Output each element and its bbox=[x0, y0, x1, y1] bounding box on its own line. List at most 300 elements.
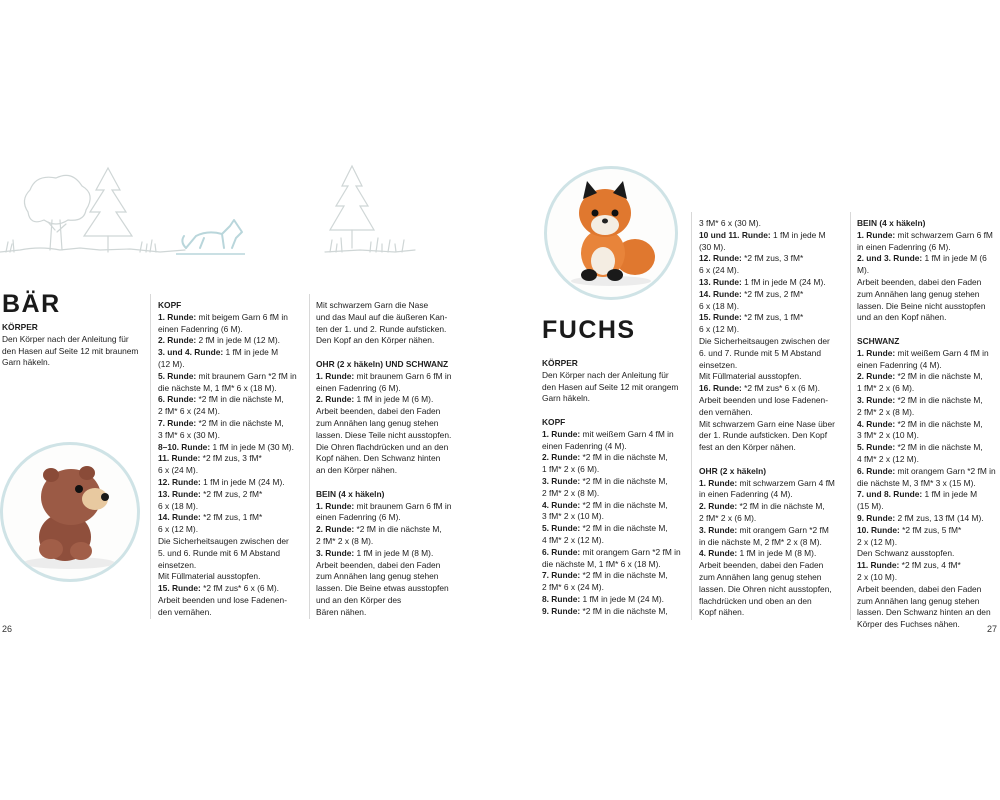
instruction-label: 7. Runde: bbox=[158, 417, 197, 428]
instruction-text: 1 fM in jede M (6 M). bbox=[354, 394, 434, 405]
instruction-text: einsetzen. bbox=[699, 359, 738, 370]
instruction-label: 1. Runde: bbox=[542, 428, 581, 439]
instruction-line bbox=[542, 393, 688, 405]
instruction-line bbox=[542, 500, 688, 512]
instruction-label: 16. Runde: bbox=[699, 383, 742, 394]
instruction-line bbox=[316, 512, 466, 524]
instruction-text: mit orangem Garn *2 fM in bbox=[895, 465, 996, 476]
instruction-text: 1 fM in jede M bbox=[770, 229, 826, 240]
instruction-text: mit braunem Garn *2 fM in bbox=[196, 370, 297, 381]
instruction-text: flachdrücken und oben an den bbox=[699, 595, 812, 606]
instruction-line bbox=[316, 418, 466, 430]
instruction-line bbox=[542, 511, 688, 523]
instruction-text: *2 fM in die nächste M, bbox=[580, 499, 668, 510]
instruction-line bbox=[699, 513, 847, 525]
instruction-text: der 1. Runde aufsticken. Den Kopf bbox=[699, 430, 828, 441]
instruction-text: 1 fM in jede M bbox=[922, 489, 978, 500]
instruction-text: 6 x (18 M). bbox=[158, 500, 199, 511]
instruction-text: mit orangem Garn *2 fM in bbox=[580, 546, 681, 557]
instruction-text: 4 fM* 2 x (12 M). bbox=[857, 453, 919, 464]
instruction-line bbox=[542, 582, 688, 594]
instruction-text: den vernähen. bbox=[158, 606, 212, 617]
instruction-text: einsetzen. bbox=[158, 559, 197, 570]
instruction-line bbox=[158, 347, 306, 359]
instruction-label: KOPF bbox=[158, 300, 182, 310]
instruction-label: 8. Runde: bbox=[542, 593, 581, 604]
instruction-line bbox=[699, 560, 847, 572]
instruction-text: Den Schwanz ausstopfen. bbox=[857, 548, 955, 559]
instruction-line bbox=[699, 371, 847, 383]
instruction-text: *2 fM in die nächste M, bbox=[895, 371, 983, 382]
instruction-text: Mit schwarzem Garn die Nase bbox=[316, 300, 429, 310]
instruction-label: 3. Runde: bbox=[316, 547, 355, 558]
instruction-line bbox=[857, 253, 997, 277]
instruction-text: Arbeit beenden und lose Fadenen- bbox=[699, 394, 828, 405]
instruction-label: 6. Runde: bbox=[542, 546, 581, 557]
instruction-text: 2 fM* 2 x (8 M). bbox=[542, 487, 600, 498]
instruction-line bbox=[158, 571, 306, 583]
instruction-text: 2 fM* 2 x (8 M). bbox=[316, 535, 374, 546]
instruction-text: Körper des Fuchses nähen. bbox=[857, 619, 960, 630]
instruction-text: lassen. Die Beine nicht ausstopfen bbox=[857, 300, 986, 311]
instruction-line bbox=[158, 300, 306, 312]
instruction-line bbox=[158, 394, 306, 406]
instruction-label: 1. Runde: bbox=[158, 311, 197, 322]
instruction-line bbox=[542, 523, 688, 535]
instruction-text: *2 fM in die nächste M, bbox=[737, 501, 825, 512]
instruction-line bbox=[699, 277, 847, 289]
instruction-line bbox=[857, 218, 997, 230]
instruction-label: 3. und 4. Runde: bbox=[158, 347, 224, 358]
instruction-label: OHR (2 x häkeln) bbox=[699, 465, 767, 476]
instruction-text: Mit schwarzem Garn eine Nase über bbox=[699, 418, 835, 429]
instruction-text: einen Fadenring (6 M). bbox=[316, 382, 401, 393]
instruction-line bbox=[699, 289, 847, 301]
instruction-line bbox=[699, 419, 847, 431]
instruction-text: mit braunem Garn 6 fM in bbox=[354, 370, 452, 381]
instruction-text: lassen. Die Beine etwas ausstopfen bbox=[316, 583, 449, 594]
instruction-label: 5. Runde: bbox=[857, 442, 896, 453]
instruction-text: 5. und 6. Runde mit 6 M Abstand bbox=[158, 547, 280, 558]
instruction-label: 6. Runde: bbox=[158, 394, 197, 405]
instruction-line bbox=[699, 466, 847, 478]
instruction-line bbox=[699, 501, 847, 513]
instruction-text: 1 fM in jede M (24 M). bbox=[200, 476, 285, 487]
instruction-text: (15 M). bbox=[857, 501, 884, 512]
instruction-line bbox=[699, 242, 847, 254]
instruction-line bbox=[857, 407, 997, 419]
instruction-text: Garn häkeln. bbox=[542, 393, 590, 404]
instruction-line bbox=[542, 606, 688, 618]
instruction-line bbox=[699, 607, 847, 619]
instruction-line bbox=[699, 395, 847, 407]
instruction-line bbox=[857, 289, 997, 301]
instruction-line bbox=[542, 464, 688, 476]
instruction-line bbox=[857, 430, 997, 442]
instruction-label: 9. Runde: bbox=[857, 512, 896, 523]
instruction-label: KOPF bbox=[542, 416, 566, 427]
instruction-line bbox=[699, 230, 847, 242]
instruction-line bbox=[857, 336, 997, 348]
column-divider bbox=[150, 294, 151, 619]
instruction-text: 1 fM in jede M (30 M). bbox=[210, 441, 294, 452]
instruction-text: 1 fM in jede M (24 M). bbox=[741, 276, 826, 287]
instruction-line bbox=[316, 560, 466, 572]
instruction-label: 4. Runde: bbox=[699, 548, 738, 559]
instruction-text: Arbeit beenden, dabei den Faden bbox=[316, 559, 441, 570]
instruction-text: lassen. Die Ohren nicht ausstopfen, bbox=[699, 583, 832, 594]
instruction-line bbox=[158, 430, 306, 442]
instruction-line bbox=[857, 572, 997, 584]
instruction-text: *2 fM in die nächste M, bbox=[580, 570, 668, 581]
instruction-line bbox=[857, 324, 997, 336]
instruction-text: 6 x (12 M). bbox=[699, 324, 740, 335]
instruction-label: 11. Runde: bbox=[158, 453, 201, 464]
instruction-label: 2. Runde: bbox=[542, 452, 581, 463]
instruction-text: zum Annähen lang genug stehen bbox=[316, 417, 439, 428]
instruction-line bbox=[316, 524, 466, 536]
instruction-text: mit weißem Garn 4 fM in bbox=[580, 428, 674, 439]
instruction-text: *2 fM zus* 6 x (6 M). bbox=[200, 583, 279, 594]
instruction-line bbox=[158, 453, 306, 465]
instruction-line bbox=[316, 359, 466, 371]
instruction-label: 15. Runde: bbox=[699, 312, 742, 323]
instruction-text: die nächste M, 1 fM* 6 x (18 M). bbox=[158, 382, 277, 393]
instruction-text: 3 fM* 6 x (30 M). bbox=[158, 429, 220, 440]
instruction-text: *2 fM in die nächste M, bbox=[895, 394, 983, 405]
instruction-label: 1. Runde: bbox=[316, 370, 355, 381]
instruction-line bbox=[699, 548, 847, 560]
instruction-text: *2 fM zus, 1 fM* bbox=[200, 512, 263, 523]
instruction-line bbox=[699, 312, 847, 324]
instruction-line bbox=[316, 607, 466, 619]
instruction-label: BEIN (4 x häkeln) bbox=[857, 218, 926, 228]
instruction-text: 1 fM in jede M (24 M). bbox=[580, 593, 664, 604]
instruction-text: Die Sicherheitsaugen zwischen der bbox=[158, 535, 289, 546]
instruction-text: 4 fM* 2 x (12 M). bbox=[542, 534, 604, 545]
instruction-label: 3. Runde: bbox=[542, 475, 581, 486]
instruction-line bbox=[542, 382, 688, 394]
instruction-line bbox=[2, 322, 147, 334]
instruction-line bbox=[316, 536, 466, 548]
instruction-line bbox=[542, 547, 688, 559]
instruction-line bbox=[699, 572, 847, 584]
instruction-text: 1 fM* 2 x (6 M). bbox=[542, 464, 600, 475]
instruction-line bbox=[158, 501, 306, 513]
instruction-text: 2 fM* 6 x (24 M). bbox=[542, 582, 604, 593]
instruction-line bbox=[158, 512, 306, 524]
column-divider bbox=[691, 212, 692, 620]
instruction-label: 3. Runde: bbox=[857, 394, 896, 405]
instruction-line bbox=[857, 383, 997, 395]
instruction-text: 3 fM* 6 x (30 M). bbox=[699, 218, 761, 228]
text-column-ohr-bein-baer bbox=[316, 300, 466, 619]
right-page bbox=[500, 0, 1000, 800]
instruction-text: *2 fM in die nächste M, bbox=[580, 523, 668, 534]
instruction-text: 2 x (12 M). bbox=[857, 536, 898, 547]
instruction-line bbox=[857, 501, 997, 513]
instruction-text: die nächste M, 1 fM* 6 x (18 M). bbox=[542, 558, 661, 569]
instruction-line bbox=[699, 360, 847, 372]
instruction-text: Den Körper nach der Anleitung für bbox=[2, 333, 129, 344]
instruction-label: 4. Runde: bbox=[857, 418, 896, 429]
instruction-text: *2 fM zus* 6 x (6 M). bbox=[741, 383, 820, 394]
instruction-line bbox=[542, 429, 688, 441]
column-divider bbox=[309, 294, 310, 619]
instruction-text: (12 M). bbox=[158, 358, 185, 369]
instruction-line bbox=[699, 596, 847, 608]
instruction-text: Den Körper nach der Anleitung für bbox=[542, 369, 669, 380]
instruction-line bbox=[316, 335, 466, 347]
instruction-line bbox=[542, 441, 688, 453]
instruction-line bbox=[857, 360, 997, 372]
instruction-text: *2 fM zus, 1 fM* bbox=[741, 312, 804, 323]
instruction-text: 2 fM* 6 x (24 M). bbox=[158, 406, 220, 417]
instruction-line bbox=[316, 501, 466, 513]
instruction-text: in einen Fadenring (4 M). bbox=[699, 489, 793, 500]
instruction-line bbox=[316, 453, 466, 465]
instruction-text: *2 fM zus, 3 fM* bbox=[741, 253, 804, 264]
instruction-line bbox=[316, 324, 466, 336]
instruction-text: *2 fM in die nächste M, bbox=[196, 394, 284, 405]
instruction-line bbox=[158, 477, 306, 489]
instruction-label: 2. und 3. Runde: bbox=[857, 253, 923, 264]
instruction-label: 14. Runde: bbox=[158, 512, 201, 523]
page-title-baer: BÄR bbox=[2, 290, 61, 318]
instruction-line bbox=[699, 489, 847, 501]
instruction-line bbox=[316, 583, 466, 595]
instruction-label: 2. Runde: bbox=[158, 335, 197, 346]
instruction-label: 4. Runde: bbox=[542, 499, 581, 510]
instruction-text: zum Annähen lang genug stehen bbox=[699, 571, 822, 582]
instruction-label: 5. Runde: bbox=[542, 523, 581, 534]
instruction-text: *2 fM in die nächste M, bbox=[354, 524, 442, 535]
instruction-line bbox=[699, 265, 847, 277]
instruction-label: 2. Runde: bbox=[316, 524, 355, 535]
text-column-body-baer bbox=[2, 322, 147, 369]
instruction-line bbox=[158, 442, 306, 454]
instruction-text: und das Maul auf die äußeren Kan- bbox=[316, 311, 448, 322]
instruction-line bbox=[316, 571, 466, 583]
instruction-text: in die nächste M, 2 fM* 2 x (8 M). bbox=[699, 536, 822, 547]
instruction-label: 1. Runde: bbox=[857, 229, 896, 240]
instruction-text: mit schwarzem Garn 6 fM bbox=[895, 229, 993, 240]
instruction-text: den Hasen auf Seite 12 mit braunem bbox=[2, 345, 139, 356]
instruction-line bbox=[857, 525, 997, 537]
instruction-text: *2 fM in die nächste M, bbox=[895, 418, 983, 429]
instruction-text: (30 M). bbox=[699, 241, 726, 252]
instruction-line bbox=[316, 300, 466, 312]
instruction-line bbox=[857, 560, 997, 572]
instruction-line bbox=[158, 371, 306, 383]
instruction-line bbox=[542, 358, 688, 370]
instruction-text: *2 fM zus, 2 fM* bbox=[200, 488, 263, 499]
instruction-line bbox=[316, 383, 466, 395]
instruction-line bbox=[699, 442, 847, 454]
instruction-line bbox=[316, 465, 466, 477]
instruction-line bbox=[699, 525, 847, 537]
page-title-fuchs: FUCHS bbox=[542, 316, 636, 344]
instruction-text: *2 fM in die nächste M, bbox=[196, 417, 284, 428]
instruction-line bbox=[699, 407, 847, 419]
instruction-text: *2 fM in die nächste M, bbox=[580, 475, 668, 486]
text-column-kopf-baer bbox=[158, 300, 306, 619]
instruction-line bbox=[857, 584, 997, 596]
instruction-line bbox=[158, 489, 306, 501]
instruction-line bbox=[857, 489, 997, 501]
instruction-text: in einen Fadenring (6 M). bbox=[857, 241, 951, 252]
instruction-label: 8–10. Runde: bbox=[158, 441, 211, 452]
instruction-text: und an den Kopf nähen. bbox=[857, 312, 947, 323]
instruction-text: die nächste M, 3 fM* 3 x (15 M). bbox=[857, 477, 976, 488]
instruction-line bbox=[857, 348, 997, 360]
instruction-text: Arbeit beenden, dabei den Faden bbox=[857, 276, 982, 287]
instruction-text: lassen. Diese Teile nicht ausstopfen. bbox=[316, 429, 452, 440]
instruction-line bbox=[316, 347, 466, 359]
instruction-label: 7. und 8. Runde: bbox=[857, 489, 923, 500]
instruction-text: *2 fM in die nächste M, bbox=[895, 442, 983, 453]
instruction-line bbox=[857, 454, 997, 466]
instruction-line bbox=[316, 430, 466, 442]
instruction-label: OHR (2 x häkeln) UND SCHWANZ bbox=[316, 358, 449, 369]
instruction-label: 13. Runde: bbox=[158, 488, 201, 499]
instruction-text: 2 fM* 2 x (6 M). bbox=[699, 512, 757, 523]
instruction-line bbox=[316, 406, 466, 418]
instruction-text: mit beigem Garn 6 fM in bbox=[196, 311, 288, 322]
instruction-text: *2 fM in die nächste M, bbox=[580, 452, 668, 463]
instruction-label: 6. Runde: bbox=[857, 465, 896, 476]
instruction-text: Bären nähen. bbox=[316, 606, 367, 617]
instruction-text: 2 fM* 2 x (8 M). bbox=[857, 406, 915, 417]
instruction-text: 1 fM in jede M (8 M). bbox=[354, 547, 434, 558]
instruction-line bbox=[158, 335, 306, 347]
instruction-label: KÖRPER bbox=[542, 358, 578, 368]
instruction-label: 10. Runde: bbox=[857, 524, 900, 535]
instruction-line bbox=[857, 301, 997, 313]
instruction-text: *2 fM zus, 4 fM* bbox=[899, 560, 961, 571]
instruction-text: mit orangem Garn *2 fM bbox=[737, 524, 829, 535]
instruction-label: 5. Runde: bbox=[158, 370, 197, 381]
instruction-line bbox=[158, 324, 306, 336]
instruction-text: 3 fM* 2 x (10 M). bbox=[857, 430, 919, 441]
instruction-text: *2 fM zus, 2 fM* bbox=[741, 288, 804, 299]
instruction-label: 1. Runde: bbox=[699, 477, 738, 488]
instruction-text: 1 fM in jede M (6 M). bbox=[857, 253, 987, 276]
instruction-line bbox=[857, 371, 997, 383]
instruction-line bbox=[316, 394, 466, 406]
instruction-text: Kopf nähen. bbox=[699, 607, 745, 618]
instruction-line bbox=[699, 537, 847, 549]
instruction-text: Arbeit beenden, dabei den Faden bbox=[857, 583, 982, 594]
text-column-bein-schwanz-fuchs bbox=[857, 218, 997, 631]
instruction-line bbox=[699, 253, 847, 265]
instruction-label: 1. Runde: bbox=[316, 500, 355, 511]
instruction-line bbox=[316, 548, 466, 560]
forest-sketch-illustration bbox=[0, 160, 420, 270]
instruction-label: 14. Runde: bbox=[699, 288, 742, 299]
instruction-line bbox=[699, 430, 847, 442]
instruction-label: 11. Runde: bbox=[857, 560, 900, 571]
instruction-text: 2 x (10 M). bbox=[857, 571, 898, 582]
instruction-text: Garn häkeln. bbox=[2, 357, 50, 368]
instruction-line bbox=[699, 478, 847, 490]
instruction-line bbox=[316, 477, 466, 489]
instruction-text: 2 fM in jede M (12 M). bbox=[196, 335, 280, 346]
instruction-line bbox=[857, 537, 997, 549]
instruction-label: 13. Runde: bbox=[699, 276, 742, 287]
instruction-line bbox=[857, 478, 997, 490]
instruction-text: Mit Füllmaterial ausstopfen. bbox=[158, 571, 261, 582]
instruction-text: mit braunem Garn 6 fM in bbox=[354, 500, 452, 511]
instruction-line bbox=[699, 383, 847, 395]
instruction-text: lassen. Den Schwanz hinten an den bbox=[857, 607, 991, 618]
instruction-line bbox=[857, 277, 997, 289]
instruction-label: 2. Runde: bbox=[857, 371, 896, 382]
instruction-text: *2 fM in die nächste M, bbox=[580, 605, 668, 616]
instruction-text: ten der 1. und 2. Runde aufsticken. bbox=[316, 323, 447, 334]
instruction-line bbox=[542, 570, 688, 582]
instruction-text: 1 fM in jede M bbox=[223, 347, 279, 358]
instruction-line bbox=[857, 466, 997, 478]
instruction-line bbox=[857, 230, 997, 242]
instruction-text: den Hasen auf Seite 12 mit orangem bbox=[542, 381, 679, 392]
instruction-text: einen Fadenring (6 M). bbox=[158, 323, 243, 334]
instruction-line bbox=[542, 405, 688, 417]
instruction-line bbox=[158, 418, 306, 430]
crochet-fox-image bbox=[547, 169, 675, 297]
instruction-text: an den Körper nähen. bbox=[316, 465, 398, 476]
instruction-line bbox=[699, 324, 847, 336]
instruction-line bbox=[542, 452, 688, 464]
instruction-text: 6 x (24 M). bbox=[699, 265, 740, 276]
instruction-line bbox=[316, 371, 466, 383]
instruction-line bbox=[158, 560, 306, 572]
instruction-text: 6 x (24 M). bbox=[158, 465, 199, 476]
column-divider bbox=[850, 212, 851, 620]
instruction-line bbox=[2, 334, 147, 346]
instruction-line bbox=[699, 584, 847, 596]
instruction-text: 6 x (18 M). bbox=[699, 300, 740, 311]
instruction-line bbox=[857, 419, 997, 431]
instruction-text: Arbeit beenden, dabei den Faden bbox=[699, 560, 824, 571]
text-column-kopf-ohr-fuchs bbox=[699, 218, 847, 619]
instruction-label: 2. Runde: bbox=[699, 501, 738, 512]
instruction-label: 1. Runde: bbox=[857, 347, 896, 358]
instruction-line bbox=[316, 442, 466, 454]
instruction-line bbox=[542, 417, 688, 429]
instruction-text: mit schwarzem Garn 4 fM bbox=[737, 477, 835, 488]
instruction-text: einen Fadenring (4 M). bbox=[857, 359, 942, 370]
instruction-line bbox=[158, 359, 306, 371]
instruction-label: 3. Runde: bbox=[699, 524, 738, 535]
instruction-line bbox=[158, 312, 306, 324]
instruction-text: Mit Füllmaterial ausstopfen. bbox=[699, 371, 802, 382]
instruction-label: 12. Runde: bbox=[699, 253, 742, 264]
text-column-koerper-kopf-fuchs bbox=[542, 358, 688, 618]
instruction-text: 6. und 7. Runde mit 5 M Abstand bbox=[699, 347, 821, 358]
crochet-bear-image bbox=[3, 445, 137, 579]
instruction-line bbox=[699, 348, 847, 360]
instruction-text: zum Annähen lang genug stehen bbox=[857, 595, 980, 606]
instruction-label: KÖRPER bbox=[2, 322, 38, 332]
instruction-text: Kopf nähen. Den Schwanz hinten bbox=[316, 453, 441, 464]
instruction-line bbox=[158, 536, 306, 548]
bear-photo bbox=[0, 442, 140, 582]
instruction-text: einen Fadenring (6 M). bbox=[316, 512, 401, 523]
instruction-line bbox=[857, 395, 997, 407]
fox-photo bbox=[544, 166, 678, 300]
instruction-line bbox=[699, 301, 847, 313]
